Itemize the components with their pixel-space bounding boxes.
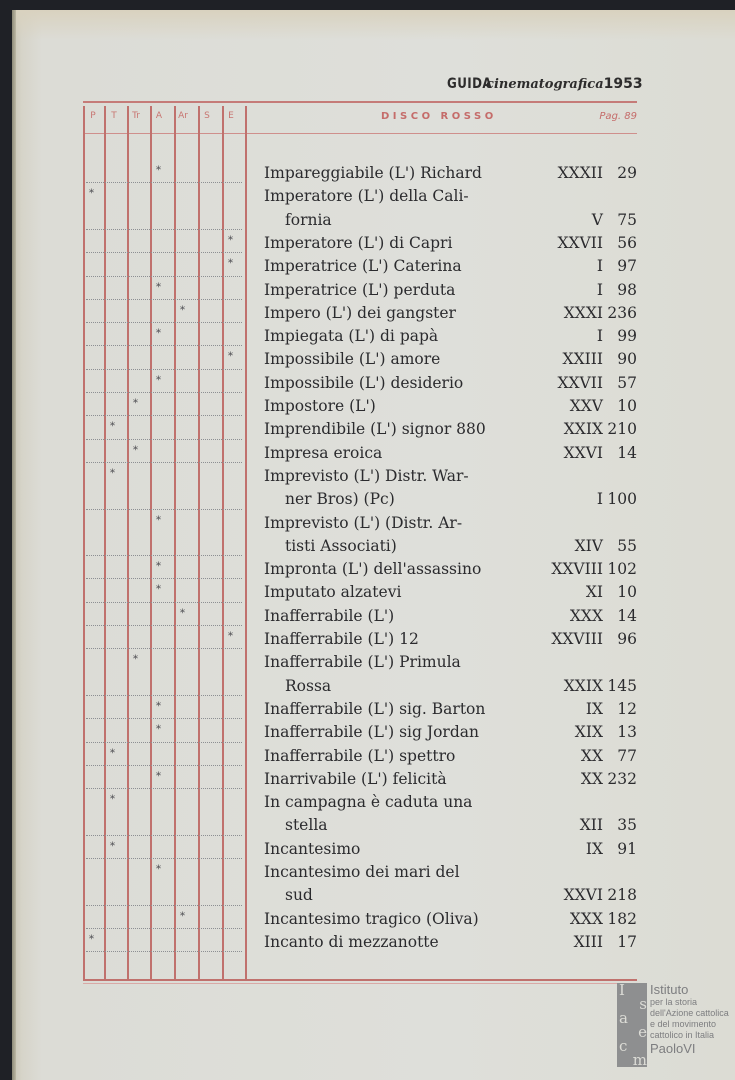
- film-title: Incantesimo tragico (Oliva): [264, 909, 479, 928]
- running-head-subtitle: cinematografica: [486, 77, 604, 92]
- film-reference: [570, 605, 637, 628]
- page-reference: 35: [617, 816, 637, 835]
- list-item: [264, 931, 637, 954]
- film-title: Inarrivabile (L') felicità: [264, 769, 447, 788]
- film-title: Inafferrabile (L') sig. Barton: [264, 699, 486, 718]
- film-title: Imperatore (L') di Capri: [264, 233, 453, 252]
- rating-star-icon: *: [89, 933, 94, 945]
- film-reference: [580, 814, 637, 837]
- column-rule: [222, 106, 224, 980]
- rating-star-icon: *: [156, 700, 161, 712]
- running-head-year: 1953: [603, 76, 643, 92]
- dotted-row-rule: [86, 276, 242, 277]
- film-title: Incantesimo dei mari del: [264, 863, 460, 881]
- film-reference: [597, 279, 637, 302]
- bottom-rule-secondary: [83, 983, 637, 984]
- page-reference: 145: [607, 676, 637, 695]
- list-item: [264, 325, 637, 348]
- dotted-row-rule: [86, 695, 242, 696]
- list-item: [264, 838, 637, 861]
- column-header-t: T: [111, 111, 117, 121]
- list-item: [264, 185, 637, 232]
- watermark-letter: I: [619, 981, 625, 999]
- list-item: [264, 395, 637, 418]
- list-item: [264, 255, 637, 278]
- rating-star-icon: *: [156, 561, 161, 573]
- watermark-line: cattolico in Italia: [650, 1030, 715, 1040]
- film-reference: [597, 255, 637, 278]
- volume-number: XXXI: [563, 303, 603, 322]
- dotted-row-rule: [86, 369, 242, 370]
- volume-number: XXX: [569, 606, 603, 625]
- list-item: [264, 791, 637, 838]
- volume-number: XI: [585, 583, 603, 602]
- rating-star-icon: *: [156, 374, 161, 386]
- rating-star-icon: *: [110, 421, 115, 433]
- rating-star-icon: *: [228, 351, 233, 363]
- rating-star-icon: *: [156, 328, 161, 340]
- dotted-row-rule: [86, 392, 242, 393]
- watermark-letters: [619, 983, 647, 1067]
- volume-number: XX: [580, 746, 603, 765]
- page-reference: 12: [617, 699, 637, 718]
- rating-star-icon: *: [156, 584, 161, 596]
- film-title-continued: Rossa: [285, 676, 332, 695]
- watermark-letter: a: [619, 1009, 628, 1027]
- film-reference: [551, 558, 637, 581]
- column-rule: [127, 106, 129, 980]
- film-reference: [570, 395, 637, 418]
- watermark-letter: s: [639, 995, 647, 1013]
- list-item: [264, 605, 637, 628]
- film-title: Impresa eroica: [264, 443, 383, 462]
- volume-number: IX: [585, 699, 603, 718]
- dotted-row-rule: [86, 742, 242, 743]
- column-header-ar: Ar: [178, 111, 188, 121]
- volume-number: XII: [579, 816, 603, 835]
- film-reference: [592, 209, 637, 232]
- list-item: [264, 558, 637, 581]
- film-title: Impossibile (L') desiderio: [264, 373, 464, 392]
- page-reference: 99: [617, 327, 637, 346]
- rating-star-icon: *: [110, 467, 115, 479]
- watermark-line: dell'Azione cattolica: [650, 1008, 729, 1018]
- page-reference: 96: [617, 630, 637, 648]
- list-item: [264, 698, 637, 721]
- film-reference: [597, 325, 637, 348]
- page-reference: 232: [607, 769, 637, 788]
- dotted-row-rule: [86, 345, 242, 346]
- watermark-letter: c: [619, 1037, 628, 1055]
- list-item: [264, 372, 637, 395]
- page-reference: 10: [617, 397, 637, 415]
- film-title: Imprendibile (L') signor 880: [264, 420, 486, 439]
- watermark-line: per la storia: [650, 997, 698, 1007]
- page-reference: 90: [617, 350, 637, 369]
- header-rule: [83, 133, 637, 134]
- page-reference: 91: [617, 839, 637, 858]
- film-reference: [563, 348, 637, 371]
- page-reference: 77: [617, 746, 637, 765]
- volume-number: XXIX: [563, 676, 603, 695]
- section-title: DISCO ROSSO: [381, 111, 497, 122]
- volume-number: V: [591, 210, 603, 229]
- dotted-row-rule: [86, 765, 242, 766]
- page-reference: 98: [617, 280, 637, 299]
- rating-star-icon: *: [156, 514, 161, 526]
- film-reference: [586, 698, 637, 721]
- page-reference: 14: [617, 606, 637, 625]
- film-title: Inafferrabile (L'): [264, 606, 395, 625]
- rating-star-icon: *: [180, 910, 185, 922]
- watermark-line: Istituto: [650, 982, 689, 997]
- film-title: Imperatrice (L') Caterina: [264, 257, 462, 276]
- film-reference: [575, 535, 637, 558]
- column-rule: [174, 106, 176, 980]
- film-title-continued: stella: [285, 816, 328, 835]
- dotted-row-rule: [86, 509, 242, 510]
- film-title: Inafferrabile (L') sig Jordan: [264, 723, 479, 742]
- dotted-row-rule: [86, 951, 242, 952]
- dotted-row-rule: [86, 229, 242, 230]
- column-header-s: S: [204, 111, 210, 121]
- film-reference: [564, 884, 637, 907]
- dotted-row-rule: [86, 625, 242, 626]
- film-title-continued: sud: [285, 886, 313, 905]
- volume-number: XX: [580, 769, 603, 788]
- volume-number: I: [596, 280, 603, 299]
- page-reference: 57: [617, 373, 637, 392]
- film-reference: [581, 745, 637, 768]
- page-reference: 14: [617, 443, 637, 462]
- top-rule: [83, 101, 637, 103]
- volume-number: XXVI: [563, 886, 603, 905]
- page-reference: 10: [617, 583, 637, 602]
- film-reference: [558, 162, 637, 185]
- rating-star-icon: *: [156, 165, 161, 176]
- volume-number: XXX: [569, 909, 603, 928]
- list-item: [264, 908, 637, 931]
- column-rule: [104, 106, 106, 980]
- page-reference: 17: [617, 932, 637, 951]
- list-item: [264, 861, 637, 908]
- list-item: [264, 162, 637, 185]
- volume-number: XXVIII: [551, 560, 603, 579]
- list-item: [264, 232, 637, 255]
- film-title: Imprevisto (L') (Distr. Ar-: [264, 513, 463, 532]
- film-title: Inafferrabile (L') Primula: [264, 653, 461, 672]
- film-reference: [586, 581, 637, 604]
- film-title: Incanto di mezzanotte: [264, 932, 439, 951]
- page-reference: 182: [607, 909, 637, 928]
- list-item: [264, 465, 637, 512]
- list-item: [264, 418, 637, 441]
- rating-star-icon: *: [89, 188, 94, 200]
- film-reference: [581, 768, 637, 791]
- list-item: [264, 745, 637, 768]
- column-header-a: A: [155, 111, 163, 121]
- bottom-rule: [83, 979, 637, 981]
- dotted-row-rule: [86, 462, 242, 463]
- dotted-row-rule: [86, 718, 242, 719]
- column-header-e: E: [228, 111, 234, 121]
- film-title: Impiegata (L') di papà: [264, 327, 439, 346]
- film-title: In campagna è caduta una: [264, 793, 473, 812]
- film-reference: [575, 721, 637, 744]
- dotted-row-rule: [86, 439, 242, 440]
- page-reference: 56: [617, 233, 637, 252]
- rating-star-icon: *: [228, 234, 233, 246]
- dotted-row-rule: [86, 322, 242, 323]
- volume-number: XXIII: [562, 350, 603, 369]
- film-reference: [564, 418, 637, 441]
- column-rule: [83, 106, 85, 980]
- watermark-line: e del movimento: [650, 1019, 717, 1029]
- volume-number: I: [596, 327, 603, 346]
- watermark-logo-block: [617, 983, 647, 1067]
- rating-star-icon: *: [110, 840, 115, 852]
- rating-star-icon: *: [156, 724, 161, 736]
- film-reference: [564, 675, 637, 698]
- list-item: [264, 348, 637, 371]
- film-title: Imprevisto (L') Distr. War-: [264, 466, 469, 485]
- page-reference: 13: [617, 723, 637, 742]
- volume-number: XIV: [574, 536, 603, 555]
- film-title: Imperatrice (L') perduta: [264, 280, 456, 299]
- page-number: Pag. 89: [599, 111, 637, 122]
- dotted-row-rule: [86, 788, 242, 789]
- volume-number: XXVII: [557, 233, 603, 252]
- rating-star-icon: *: [133, 444, 138, 456]
- rating-star-icon: *: [133, 654, 138, 666]
- film-reference: [564, 302, 637, 325]
- dotted-row-rule: [86, 602, 242, 603]
- volume-number: XIX: [574, 723, 603, 742]
- dotted-row-rule: [86, 928, 242, 929]
- page-reference: 102: [607, 560, 637, 579]
- film-title-continued: ner Bros) (Pc): [285, 490, 395, 509]
- column-header-tr: Tr: [132, 111, 140, 121]
- film-reference: [597, 488, 637, 511]
- dotted-row-rule: [86, 252, 242, 253]
- list-item: [264, 302, 637, 325]
- film-title: Inafferrabile (L') spettro: [264, 746, 456, 765]
- volume-number: XIII: [573, 932, 603, 951]
- column-header-p: P: [90, 111, 96, 121]
- volume-number: XXVI: [563, 443, 603, 462]
- list-item: [264, 628, 637, 651]
- running-head: [447, 76, 643, 92]
- volume-number: I: [596, 257, 603, 276]
- film-reference: [574, 931, 637, 954]
- film-reference: [570, 908, 637, 931]
- volume-number: I: [596, 490, 603, 509]
- film-reference: [557, 232, 637, 255]
- page-reference: 75: [617, 210, 637, 229]
- dotted-row-rule: [86, 905, 242, 906]
- film-title: Incantesimo: [264, 839, 361, 858]
- page-reference: 29: [617, 164, 637, 182]
- watermark-text: [650, 983, 729, 1056]
- table-header: [83, 106, 637, 130]
- column-rule: [198, 106, 200, 980]
- watermark-letter: m: [632, 1051, 647, 1069]
- page-reference: 55: [617, 536, 637, 555]
- film-title-continued: fornia: [285, 210, 332, 229]
- dotted-row-rule: [86, 555, 242, 556]
- dotted-row-rule: [86, 415, 242, 416]
- rating-star-icon: *: [180, 304, 185, 316]
- film-title: Imperatore (L') della Cali-: [264, 187, 469, 206]
- volume-number: XXIX: [563, 420, 603, 439]
- dotted-row-rule: [86, 648, 242, 649]
- list-item: [264, 512, 637, 559]
- film-title: Impostore (L'): [264, 397, 376, 415]
- list-item: [264, 581, 637, 604]
- page-reference: 97: [617, 257, 637, 276]
- film-reference: [564, 442, 637, 465]
- volume-number: XXVIII: [551, 630, 603, 648]
- page-reference: 218: [607, 886, 637, 905]
- film-reference: [586, 838, 637, 861]
- film-title-continued: tisti Associati): [285, 536, 397, 555]
- volume-number: XXV: [569, 397, 603, 415]
- rating-star-icon: *: [156, 770, 161, 782]
- page-reference: 100: [607, 490, 637, 509]
- dotted-row-rule: [86, 835, 242, 836]
- list-item: [264, 442, 637, 465]
- rating-star-icon: *: [228, 631, 233, 642]
- film-title: Impossibile (L') amore: [264, 350, 441, 369]
- rating-star-icon: *: [133, 398, 138, 409]
- watermark-letter: e: [638, 1023, 647, 1041]
- list-item: [264, 768, 637, 791]
- film-reference: [551, 628, 637, 651]
- volume-number: XXVII: [557, 373, 603, 392]
- dotted-row-rule: [86, 299, 242, 300]
- dotted-row-rule: [86, 858, 242, 859]
- institute-watermark: [617, 983, 735, 1069]
- rating-star-icon: *: [156, 864, 161, 875]
- column-rule: [150, 106, 152, 980]
- film-title: Impareggiabile (L') Richard: [264, 164, 482, 182]
- column-rule: [245, 106, 247, 980]
- rating-star-icon: *: [110, 747, 115, 759]
- list-item: [264, 279, 637, 302]
- page-reference: 210: [607, 420, 637, 439]
- page-gutter: [12, 10, 16, 1080]
- list-item: [264, 721, 637, 744]
- rating-star-icon: *: [156, 281, 161, 293]
- film-title: Inafferrabile (L') 12: [264, 630, 419, 648]
- film-title: Impronta (L') dell'assassino: [264, 560, 482, 579]
- rating-star-icon: *: [110, 794, 115, 806]
- volume-number: IX: [585, 839, 603, 858]
- dotted-row-rule: [86, 182, 242, 183]
- volume-number: XXXII: [557, 164, 603, 182]
- page-reference: 236: [607, 303, 637, 322]
- rating-star-icon: *: [180, 607, 185, 619]
- film-title: Imputato alzatevi: [264, 583, 402, 602]
- dotted-row-rule: [86, 578, 242, 579]
- running-head-brand: GUIDA: [447, 76, 493, 92]
- film-reference: [557, 372, 637, 395]
- film-title: Impero (L') dei gangster: [264, 303, 456, 322]
- list-item: [264, 651, 637, 698]
- watermark-line: PaoloVI: [650, 1041, 696, 1056]
- rating-star-icon: *: [228, 258, 233, 270]
